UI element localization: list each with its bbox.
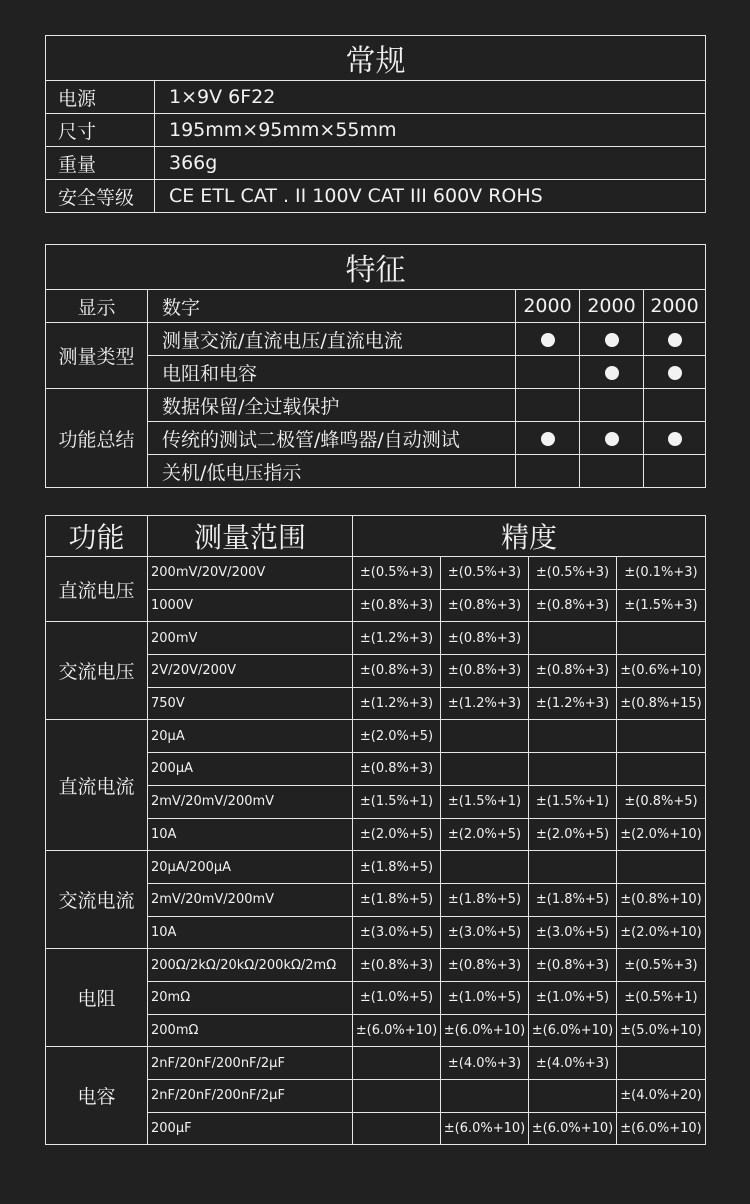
- range-cell: 2mV/20mV/200mV: [148, 785, 353, 818]
- accuracy-cell: ±(6.0%+10): [529, 1112, 617, 1145]
- accuracy-cell: ±(1.5%+1): [441, 785, 529, 818]
- count-header: 2000: [580, 290, 644, 323]
- range-cell: 2nF/20nF/200nF/2μF: [148, 1080, 353, 1113]
- accuracy-cell: [529, 622, 617, 655]
- accuracy-cell: ±(0.8%+5): [617, 785, 706, 818]
- accuracy-cell: [441, 851, 529, 884]
- feature-label: 传统的测试二极管/蜂鸣器/自动测试: [148, 422, 516, 455]
- accuracy-cell: ±(1.8%+5): [441, 883, 529, 916]
- range-cell: 20μA/200μA: [148, 851, 353, 884]
- accuracy-cell: [441, 753, 529, 786]
- function-name: 直流电压: [46, 557, 148, 622]
- function-name: 电阻: [46, 949, 148, 1047]
- accuracy-cell: ±(1.0%+5): [353, 981, 441, 1014]
- bullet-dot-icon: [605, 432, 619, 446]
- accuracy-cell: ±(0.5%+1): [617, 981, 706, 1014]
- accuracy-cell: ±(4.0%+3): [441, 1047, 529, 1080]
- feature-mark-cell: [644, 356, 706, 389]
- accuracy-cell: [617, 851, 706, 884]
- weight-value: 366g: [155, 147, 706, 180]
- function-name: 交流电压: [46, 622, 148, 720]
- function-name: 交流电流: [46, 851, 148, 949]
- accuracy-cell: ±(1.0%+5): [441, 981, 529, 1014]
- accuracy-cell: ±(0.8%+3): [441, 622, 529, 655]
- feature-mark-cell: [516, 356, 580, 389]
- safety-value: CE ETL CAT . II 100V CAT III 600V ROHS: [155, 180, 706, 213]
- function-header: 功能: [46, 516, 148, 557]
- feature-mark-cell: [580, 389, 644, 422]
- bullet-dot-icon: [668, 366, 682, 380]
- feature-mark-cell: [516, 455, 580, 488]
- accuracy-cell: ±(0.8%+3): [529, 949, 617, 982]
- accuracy-table: [45, 515, 706, 1145]
- feature-label: 关机/低电压指示: [148, 455, 516, 488]
- bullet-dot-icon: [668, 333, 682, 347]
- accuracy-cell: ±(6.0%+10): [441, 1014, 529, 1047]
- power-value: 1×9V 6F22: [155, 81, 706, 114]
- accuracy-cell: [441, 720, 529, 753]
- range-cell: 200mΩ: [148, 1014, 353, 1047]
- accuracy-header: 精度: [353, 516, 706, 557]
- measure-type-label: 测量类型: [46, 323, 148, 389]
- range-header: 测量范围: [148, 516, 353, 557]
- features-table: [45, 244, 706, 488]
- display-label: 显示: [46, 290, 148, 323]
- accuracy-cell: ±(2.0%+10): [617, 818, 706, 851]
- feature-label: 电阻和电容: [148, 356, 516, 389]
- range-cell: 2V/20V/200V: [148, 655, 353, 688]
- bullet-dot-icon: [541, 333, 555, 347]
- feature-mark-cell: [516, 422, 580, 455]
- bullet-dot-icon: [605, 366, 619, 380]
- range-cell: 1000V: [148, 589, 353, 622]
- table-row: [46, 622, 706, 655]
- accuracy-cell: ±(0.8%+3): [441, 655, 529, 688]
- accuracy-cell: ±(6.0%+10): [441, 1112, 529, 1145]
- accuracy-cell: ±(0.5%+3): [529, 557, 617, 590]
- accuracy-cell: ±(0.8%+3): [441, 949, 529, 982]
- accuracy-cell: ±(0.5%+3): [441, 557, 529, 590]
- range-cell: 20μA: [148, 720, 353, 753]
- range-cell: 10A: [148, 916, 353, 949]
- accuracy-cell: ±(2.0%+5): [529, 818, 617, 851]
- accuracy-cell: [529, 1080, 617, 1113]
- table-row: [46, 1047, 706, 1080]
- range-cell: 200μA: [148, 753, 353, 786]
- accuracy-cell: [617, 720, 706, 753]
- bullet-dot-icon: [668, 432, 682, 446]
- accuracy-cell: ±(3.0%+5): [353, 916, 441, 949]
- bullet-dot-icon: [605, 333, 619, 347]
- accuracy-cell: ±(4.0%+3): [529, 1047, 617, 1080]
- accuracy-cell: [353, 1080, 441, 1113]
- count-header: 2000: [516, 290, 580, 323]
- accuracy-cell: ±(0.5%+3): [617, 949, 706, 982]
- range-cell: 200Ω/2kΩ/20kΩ/200kΩ/2mΩ: [148, 949, 353, 982]
- accuracy-cell: ±(1.8%+5): [353, 851, 441, 884]
- bullet-dot-icon: [541, 432, 555, 446]
- accuracy-cell: ±(4.0%+20): [617, 1080, 706, 1113]
- accuracy-cell: ±(6.0%+10): [529, 1014, 617, 1047]
- accuracy-cell: ±(6.0%+10): [353, 1014, 441, 1047]
- accuracy-cell: ±(1.2%+3): [353, 687, 441, 720]
- accuracy-cell: ±(0.8%+3): [441, 589, 529, 622]
- weight-label: 重量: [46, 147, 155, 180]
- general-spec-table: [45, 35, 706, 213]
- range-cell: 200mV: [148, 622, 353, 655]
- accuracy-cell: ±(0.6%+10): [617, 655, 706, 688]
- accuracy-cell: ±(6.0%+10): [617, 1112, 706, 1145]
- accuracy-cell: ±(5.0%+10): [617, 1014, 706, 1047]
- features-title: 特征: [46, 245, 706, 290]
- accuracy-cell: [529, 720, 617, 753]
- accuracy-cell: ±(1.5%+1): [529, 785, 617, 818]
- accuracy-cell: [441, 1080, 529, 1113]
- accuracy-cell: ±(0.8%+3): [353, 655, 441, 688]
- accuracy-cell: ±(0.8%+3): [353, 949, 441, 982]
- general-title: 常规: [46, 36, 706, 81]
- safety-label: 安全等级: [46, 180, 155, 213]
- range-cell: 200μF: [148, 1112, 353, 1145]
- size-value: 195mm×95mm×55mm: [155, 114, 706, 147]
- accuracy-cell: ±(1.8%+5): [529, 883, 617, 916]
- accuracy-cell: ±(2.0%+10): [617, 916, 706, 949]
- range-cell: 10A: [148, 818, 353, 851]
- accuracy-cell: ±(0.8%+3): [529, 655, 617, 688]
- accuracy-cell: ±(1.0%+5): [529, 981, 617, 1014]
- function-name: 电容: [46, 1047, 148, 1145]
- accuracy-cell: ±(1.2%+3): [353, 622, 441, 655]
- accuracy-cell: ±(0.5%+3): [353, 557, 441, 590]
- feature-label: 测量交流/直流电压/直流电流: [148, 323, 516, 356]
- feature-mark-cell: [644, 389, 706, 422]
- accuracy-cell: ±(1.8%+5): [353, 883, 441, 916]
- accuracy-cell: [617, 622, 706, 655]
- accuracy-cell: ±(0.8%+3): [353, 589, 441, 622]
- range-cell: 2nF/20nF/200nF/2μF: [148, 1047, 353, 1080]
- accuracy-cell: [353, 1112, 441, 1145]
- feature-mark-cell: [580, 422, 644, 455]
- accuracy-cell: ±(0.1%+3): [617, 557, 706, 590]
- table-row: [46, 949, 706, 982]
- table-row: [46, 557, 706, 590]
- accuracy-cell: ±(0.8%+15): [617, 687, 706, 720]
- accuracy-cell: ±(1.2%+3): [529, 687, 617, 720]
- feature-mark-cell: [580, 323, 644, 356]
- accuracy-cell: [617, 1047, 706, 1080]
- size-label: 尺寸: [46, 114, 155, 147]
- feature-mark-cell: [516, 389, 580, 422]
- function-name: 直流电流: [46, 720, 148, 851]
- range-cell: 2mV/20mV/200mV: [148, 883, 353, 916]
- function-summary-label: 功能总结: [46, 389, 148, 488]
- feature-mark-cell: [580, 356, 644, 389]
- range-cell: 200mV/20V/200V: [148, 557, 353, 590]
- range-cell: 20mΩ: [148, 981, 353, 1014]
- display-value: 数字: [148, 290, 516, 323]
- accuracy-cell: ±(2.0%+5): [353, 818, 441, 851]
- accuracy-cell: ±(3.0%+5): [441, 916, 529, 949]
- accuracy-cell: ±(0.8%+10): [617, 883, 706, 916]
- feature-mark-cell: [644, 455, 706, 488]
- accuracy-cell: ±(2.0%+5): [441, 818, 529, 851]
- accuracy-cell: ±(0.8%+3): [529, 589, 617, 622]
- power-label: 电源: [46, 81, 155, 114]
- feature-mark-cell: [644, 422, 706, 455]
- range-cell: 750V: [148, 687, 353, 720]
- accuracy-cell: ±(1.5%+1): [353, 785, 441, 818]
- feature-mark-cell: [580, 455, 644, 488]
- accuracy-cell: [529, 851, 617, 884]
- count-header: 2000: [644, 290, 706, 323]
- accuracy-cell: [529, 753, 617, 786]
- feature-label: 数据保留/全过载保护: [148, 389, 516, 422]
- accuracy-cell: [617, 753, 706, 786]
- accuracy-cell: [353, 1047, 441, 1080]
- accuracy-cell: ±(2.0%+5): [353, 720, 441, 753]
- accuracy-cell: ±(1.2%+3): [441, 687, 529, 720]
- accuracy-cell: ±(1.5%+3): [617, 589, 706, 622]
- table-row: [46, 720, 706, 753]
- feature-mark-cell: [644, 323, 706, 356]
- accuracy-cell: ±(0.8%+3): [353, 753, 441, 786]
- accuracy-cell: ±(3.0%+5): [529, 916, 617, 949]
- feature-mark-cell: [516, 323, 580, 356]
- table-row: [46, 851, 706, 884]
